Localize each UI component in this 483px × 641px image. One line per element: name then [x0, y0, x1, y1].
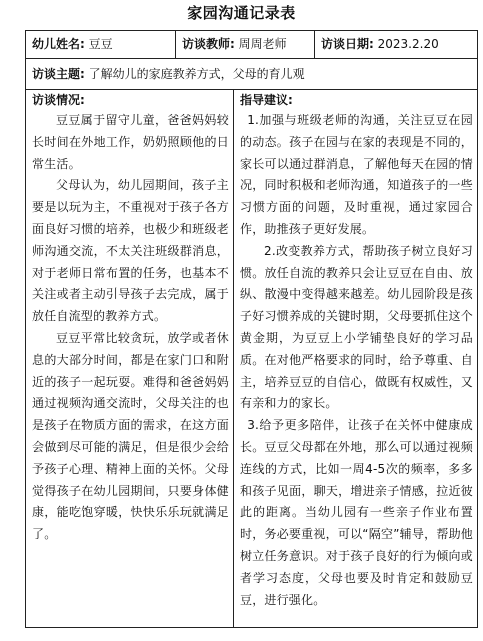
document-title: 家园沟通记录表: [187, 4, 296, 22]
topic-row: [26, 59, 477, 90]
record-table: [25, 30, 478, 628]
child-name-cell: [26, 31, 176, 58]
topic-text: 了解幼儿的家庭教养方式，父母的育儿观: [88, 67, 305, 81]
date-label: 访谈日期:: [321, 37, 374, 51]
situation-column: [26, 90, 234, 627]
topic-cell: [32, 59, 305, 89]
advice-heading: 指导建议:: [240, 93, 293, 107]
teacher-label: 访谈教师:: [182, 37, 235, 51]
advice-paragraph: 3.给予更多陪伴，让孩子在关怀中健康成长。豆豆父母都在外地，那么可以通过视频连线的方式，比如一周4-5次的频率，多多和孩子见面，聊天，增进亲子情感，拉近彼此的距离。当幼儿园有一些亲子作业布置时，务必要重视，可以“隔空”辅导，帮助他树立任务意识。对于孩子良好的行为倾向或者学习态度，父母也要及时肯定和鼓励豆豆，进行强化。: [240, 418, 473, 607]
date-cell: [315, 31, 477, 58]
teacher-value: 周周老师: [238, 37, 287, 51]
info-row: [26, 31, 477, 59]
date-value: 2023.2.20: [377, 37, 439, 51]
child-name-label: 幼儿姓名:: [32, 37, 85, 51]
teacher-cell: [176, 31, 315, 58]
advice-paragraph: 1.加强与班级老师的沟通，关注豆豆在园的动态。孩子在园与在家的表现是不同的，家长可以通过群消息，了解他每天在园的情况，同时积极和老师沟通，知道孩子的一些习惯方面的问题，及时重视，通过家园合作，助推孩子更好发展。: [240, 113, 473, 236]
topic-label: 访谈主题:: [32, 67, 85, 81]
advice-column: [234, 90, 477, 627]
situation-paragraph: 豆豆属于留守儿童，爸爸妈妈较长时间在外地工作，奶奶照顾他的日常生活。: [32, 113, 229, 171]
situation-paragraph: 父母认为，幼儿园期间，孩子主要是以玩为主，不重视对于孩子各方面良好习惯的培养，也极少和班级老师沟通交流，不太关注班级群消息，对于老师日常布置的任务，也基本不关注或者主动引导孩子去完成，属于放任自流型的教养方式。: [32, 178, 229, 324]
situation-paragraph: 豆豆平常比较贪玩，放学或者休息的大部分时间，都是在家门口和附近的孩子一起玩耍。难得和爸爸妈妈通过视频沟通交流时，父母关注的也是孩子在物质方面的需求，在这方面会做到尽可能的满足，但是很少会给予孩子心理、精神上面的关怀。父母觉得孩子在幼儿园期间，只要身体健康，能吃饱穿暖，快快乐乐玩就满足了。: [32, 330, 229, 542]
situation-heading: 访谈情况:: [32, 93, 85, 107]
child-name-value: 豆豆: [88, 37, 113, 51]
advice-paragraph: 2.改变教养方式，帮助孩子树立良好习惯。放任自流的教养只会让豆豆在自由、放纵、散漫中变得越来越差。幼儿园阶段是孩子好习惯养成的关键时期，父母要抓住这个黄金期，为豆豆上小学铺垫良好的学习品质。在对他严格要求的同时，给予尊重、自主，培养豆豆的自信心，做既有权威性，又有亲和力的家长。: [240, 243, 473, 411]
